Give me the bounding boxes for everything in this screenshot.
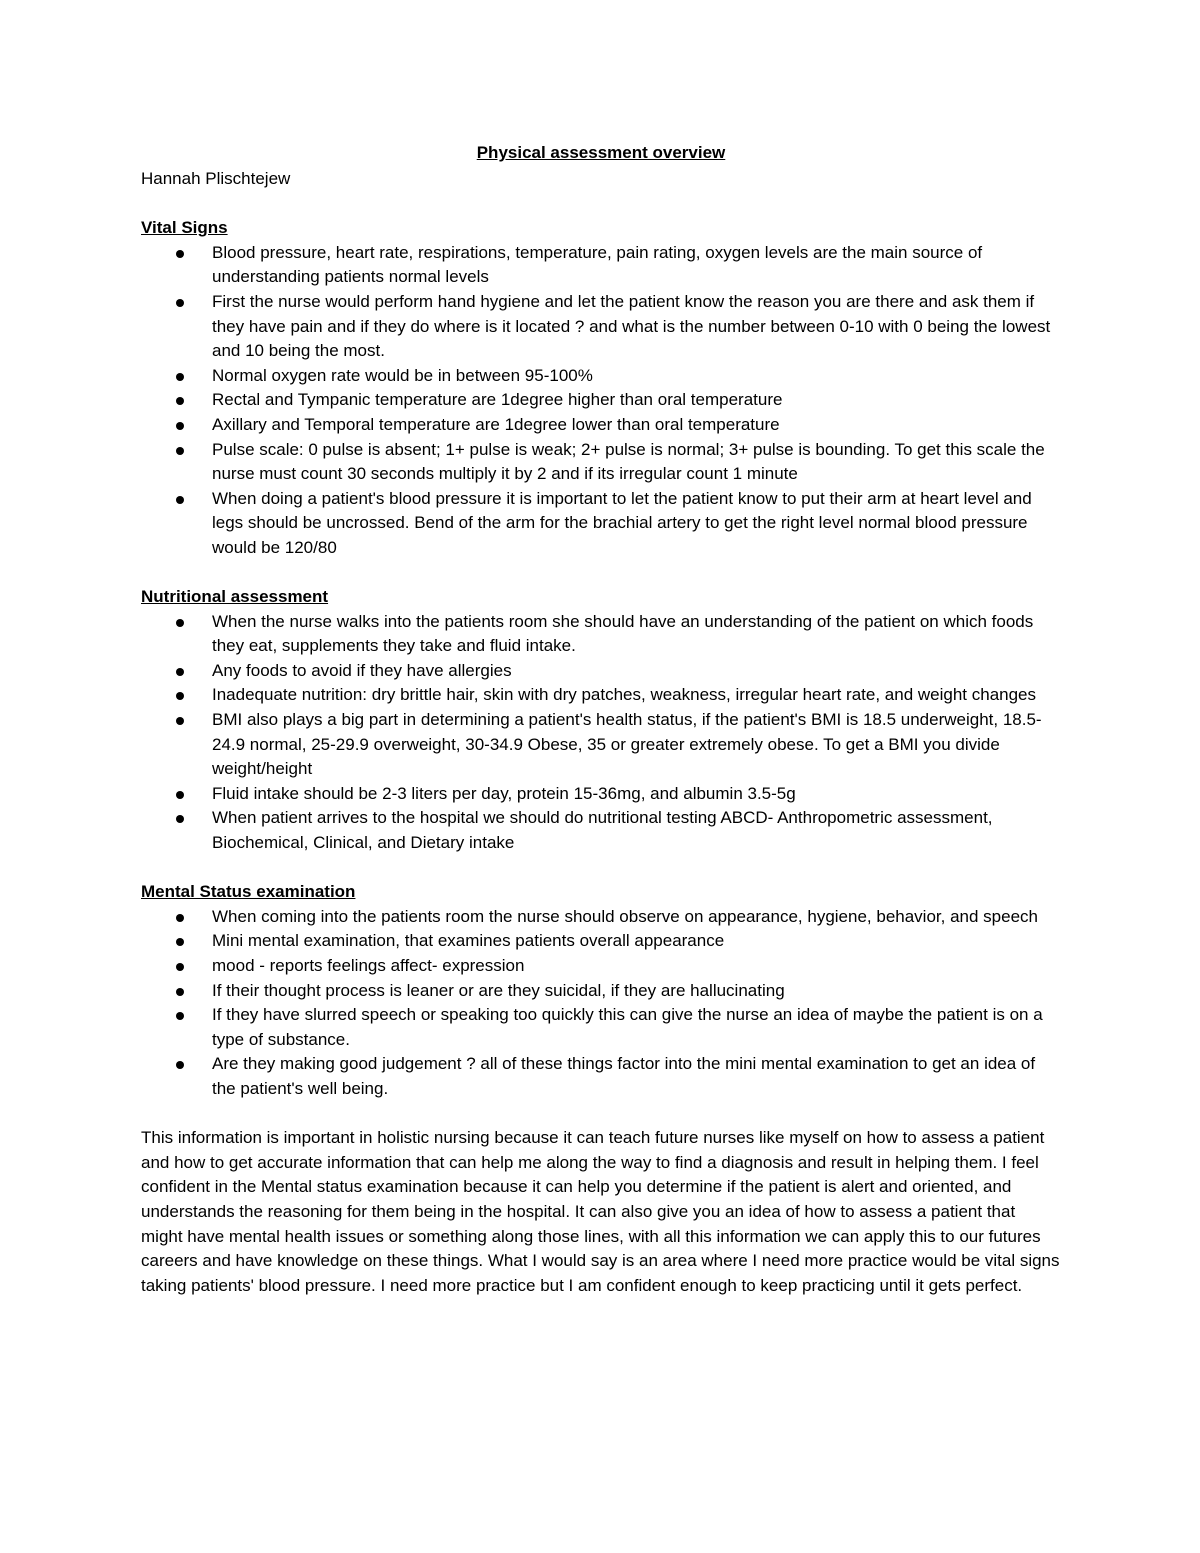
- bullet-icon: [176, 791, 184, 799]
- list-item: [141, 954, 1061, 979]
- list-item-text: If their thought process is leaner or are they suicidal, if they are hallucinating: [212, 980, 785, 1000]
- list-item-text: Blood pressure, heart rate, respirations, temperature, pain rating, oxygen levels are the main source of understanding patients normal levels: [212, 242, 983, 287]
- list-item: [141, 708, 1061, 782]
- list-item: [141, 905, 1061, 930]
- list-item-text: When coming into the patients room the nurse should observe on appearance, hygiene, behavior, and speech: [212, 906, 1038, 926]
- list-item-text: First the nurse would perform hand hygiene and let the patient know the reason you are there and ask them if they have pain and if they do where is it located ? and what is the number between 0-10 with 0 being the lowest and 10 being the most.: [212, 291, 1051, 361]
- list-item-text: Rectal and Tympanic temperature are 1degree higher than oral temperature: [212, 390, 783, 410]
- bullet-icon: [176, 299, 184, 307]
- list-item-text: Pulse scale: 0 pulse is absent; 1+ pulse is weak; 2+ pulse is normal; 3+ pulse is bounding. To get this scale the nurse must count 30 seconds multiply it by 2 and if its irregular count 1 minute: [212, 439, 1045, 484]
- bullet-icon: [176, 692, 184, 700]
- section-heading-nutritional-assessment: Nutritional assessment: [141, 587, 329, 607]
- list-item-text: When the nurse walks into the patients room she should have an understanding of the patient on which foods they eat, supplements they take and fluid intake.: [212, 611, 1034, 656]
- list-item-text: When patient arrives to the hospital we should do nutritional testing ABCD- Anthropometric assessment, Biochemical, Clinical, and Dietary intake: [212, 808, 993, 853]
- list-item-text: If they have slurred speech or speaking too quickly this can give the nurse an idea of maybe the patient is on a type of substance.: [212, 1005, 1043, 1049]
- bullet-icon: [176, 914, 184, 922]
- bullet-icon: [176, 422, 184, 430]
- bullet-icon: [176, 938, 184, 946]
- bullet-icon: [176, 619, 184, 627]
- bullet-icon: [176, 668, 184, 676]
- list-item: [141, 1052, 1061, 1101]
- list-item: [141, 413, 1061, 438]
- list-item-text: Any foods to avoid if they have allergies: [212, 660, 512, 680]
- list-item-text: Fluid intake should be 2-3 liters per day, protein 15-36mg, and albumin 3.5-5g: [212, 783, 796, 803]
- bullet-icon: [176, 447, 184, 455]
- mental-status-list: [141, 905, 1061, 1102]
- list-item: [141, 782, 1061, 807]
- bullet-icon: [176, 373, 184, 381]
- conclusion-paragraph: This information is important in holistic nursing because it can teach future nurses like myself on how to assess a patient and how to get accurate information that can help me along the way to find a diagnosis and result in helping them. I feel confident in the Mental status examination because it can help you determine if the patient is alert and oriented, and understands the reasoning for them being in the hospital. It can also give you an idea of how to assess a patient that might have mental health issues or something along those lines, with all this information we can apply this to our futures careers and have knowledge on these things. What I would say is an area where I need more practice would be vital signs taking patients' blood pressure. I need more practice but I am confident enough to keep practicing until it gets perfect.: [141, 1128, 1060, 1295]
- bullet-icon: [176, 988, 184, 996]
- list-item: [141, 241, 1061, 290]
- list-item: [141, 610, 1061, 659]
- author-name: Hannah Plischtejew: [141, 169, 291, 188]
- list-item-text: When doing a patient's blood pressure it is important to let the patient know to put their arm at heart level and legs should be uncrossed. Bend of the arm for the brachial artery to get the right level normal blood pressure would be 120/80: [212, 488, 1032, 557]
- list-item: [141, 929, 1061, 954]
- bullet-icon: [176, 1012, 184, 1020]
- list-item: [141, 388, 1061, 413]
- section-heading-vital-signs: Vital Signs: [141, 218, 228, 238]
- list-item-text: mood - reports feelings affect- expression: [212, 956, 525, 975]
- list-item-text: Mini mental examination, that examines patients overall appearance: [212, 931, 725, 951]
- list-item: [141, 979, 1061, 1004]
- bullet-icon: [176, 1061, 184, 1069]
- list-item: [141, 438, 1061, 487]
- bullet-icon: [176, 717, 184, 725]
- list-item: [141, 659, 1061, 684]
- list-item: [141, 364, 1061, 389]
- vital-signs-list: [141, 241, 1061, 561]
- bullet-icon: [176, 397, 184, 405]
- list-item: [141, 290, 1061, 364]
- list-item: [141, 806, 1061, 855]
- bullet-icon: [176, 815, 184, 823]
- bullet-icon: [176, 496, 184, 504]
- list-item-text: Normal oxygen rate would be in between 95-100%: [212, 365, 593, 385]
- list-item: [141, 487, 1061, 561]
- list-item: [141, 1003, 1061, 1052]
- list-item-text: Axillary and Temporal temperature are 1degree lower than oral temperature: [212, 414, 780, 434]
- bullet-icon: [176, 250, 184, 258]
- list-item: [141, 683, 1061, 708]
- list-item-text: Inadequate nutrition: dry brittle hair, skin with dry patches, weakness, irregular heart rate, and weight changes: [212, 685, 1037, 705]
- document-page: [141, 141, 1061, 1298]
- nutritional-assessment-list: [141, 610, 1061, 856]
- bullet-icon: [176, 963, 184, 971]
- section-heading-mental-status-examination: Mental Status examination: [141, 882, 356, 902]
- list-item-text: Are they making good judgement ? all of these things factor into the mini mental examination to get an idea of the patient's well being.: [212, 1054, 1036, 1098]
- list-item-text: BMI also plays a big part in determining a patient's health status, if the patient's BMI is 18.5 underweight, 18.5-24.9 normal, 25-29.9 overweight, 30-34.9 Obese, 35 or greater extremely obese. To get a BMI you divide weight/height: [212, 710, 1042, 779]
- document-title: Physical assessment overview: [476, 143, 726, 162]
